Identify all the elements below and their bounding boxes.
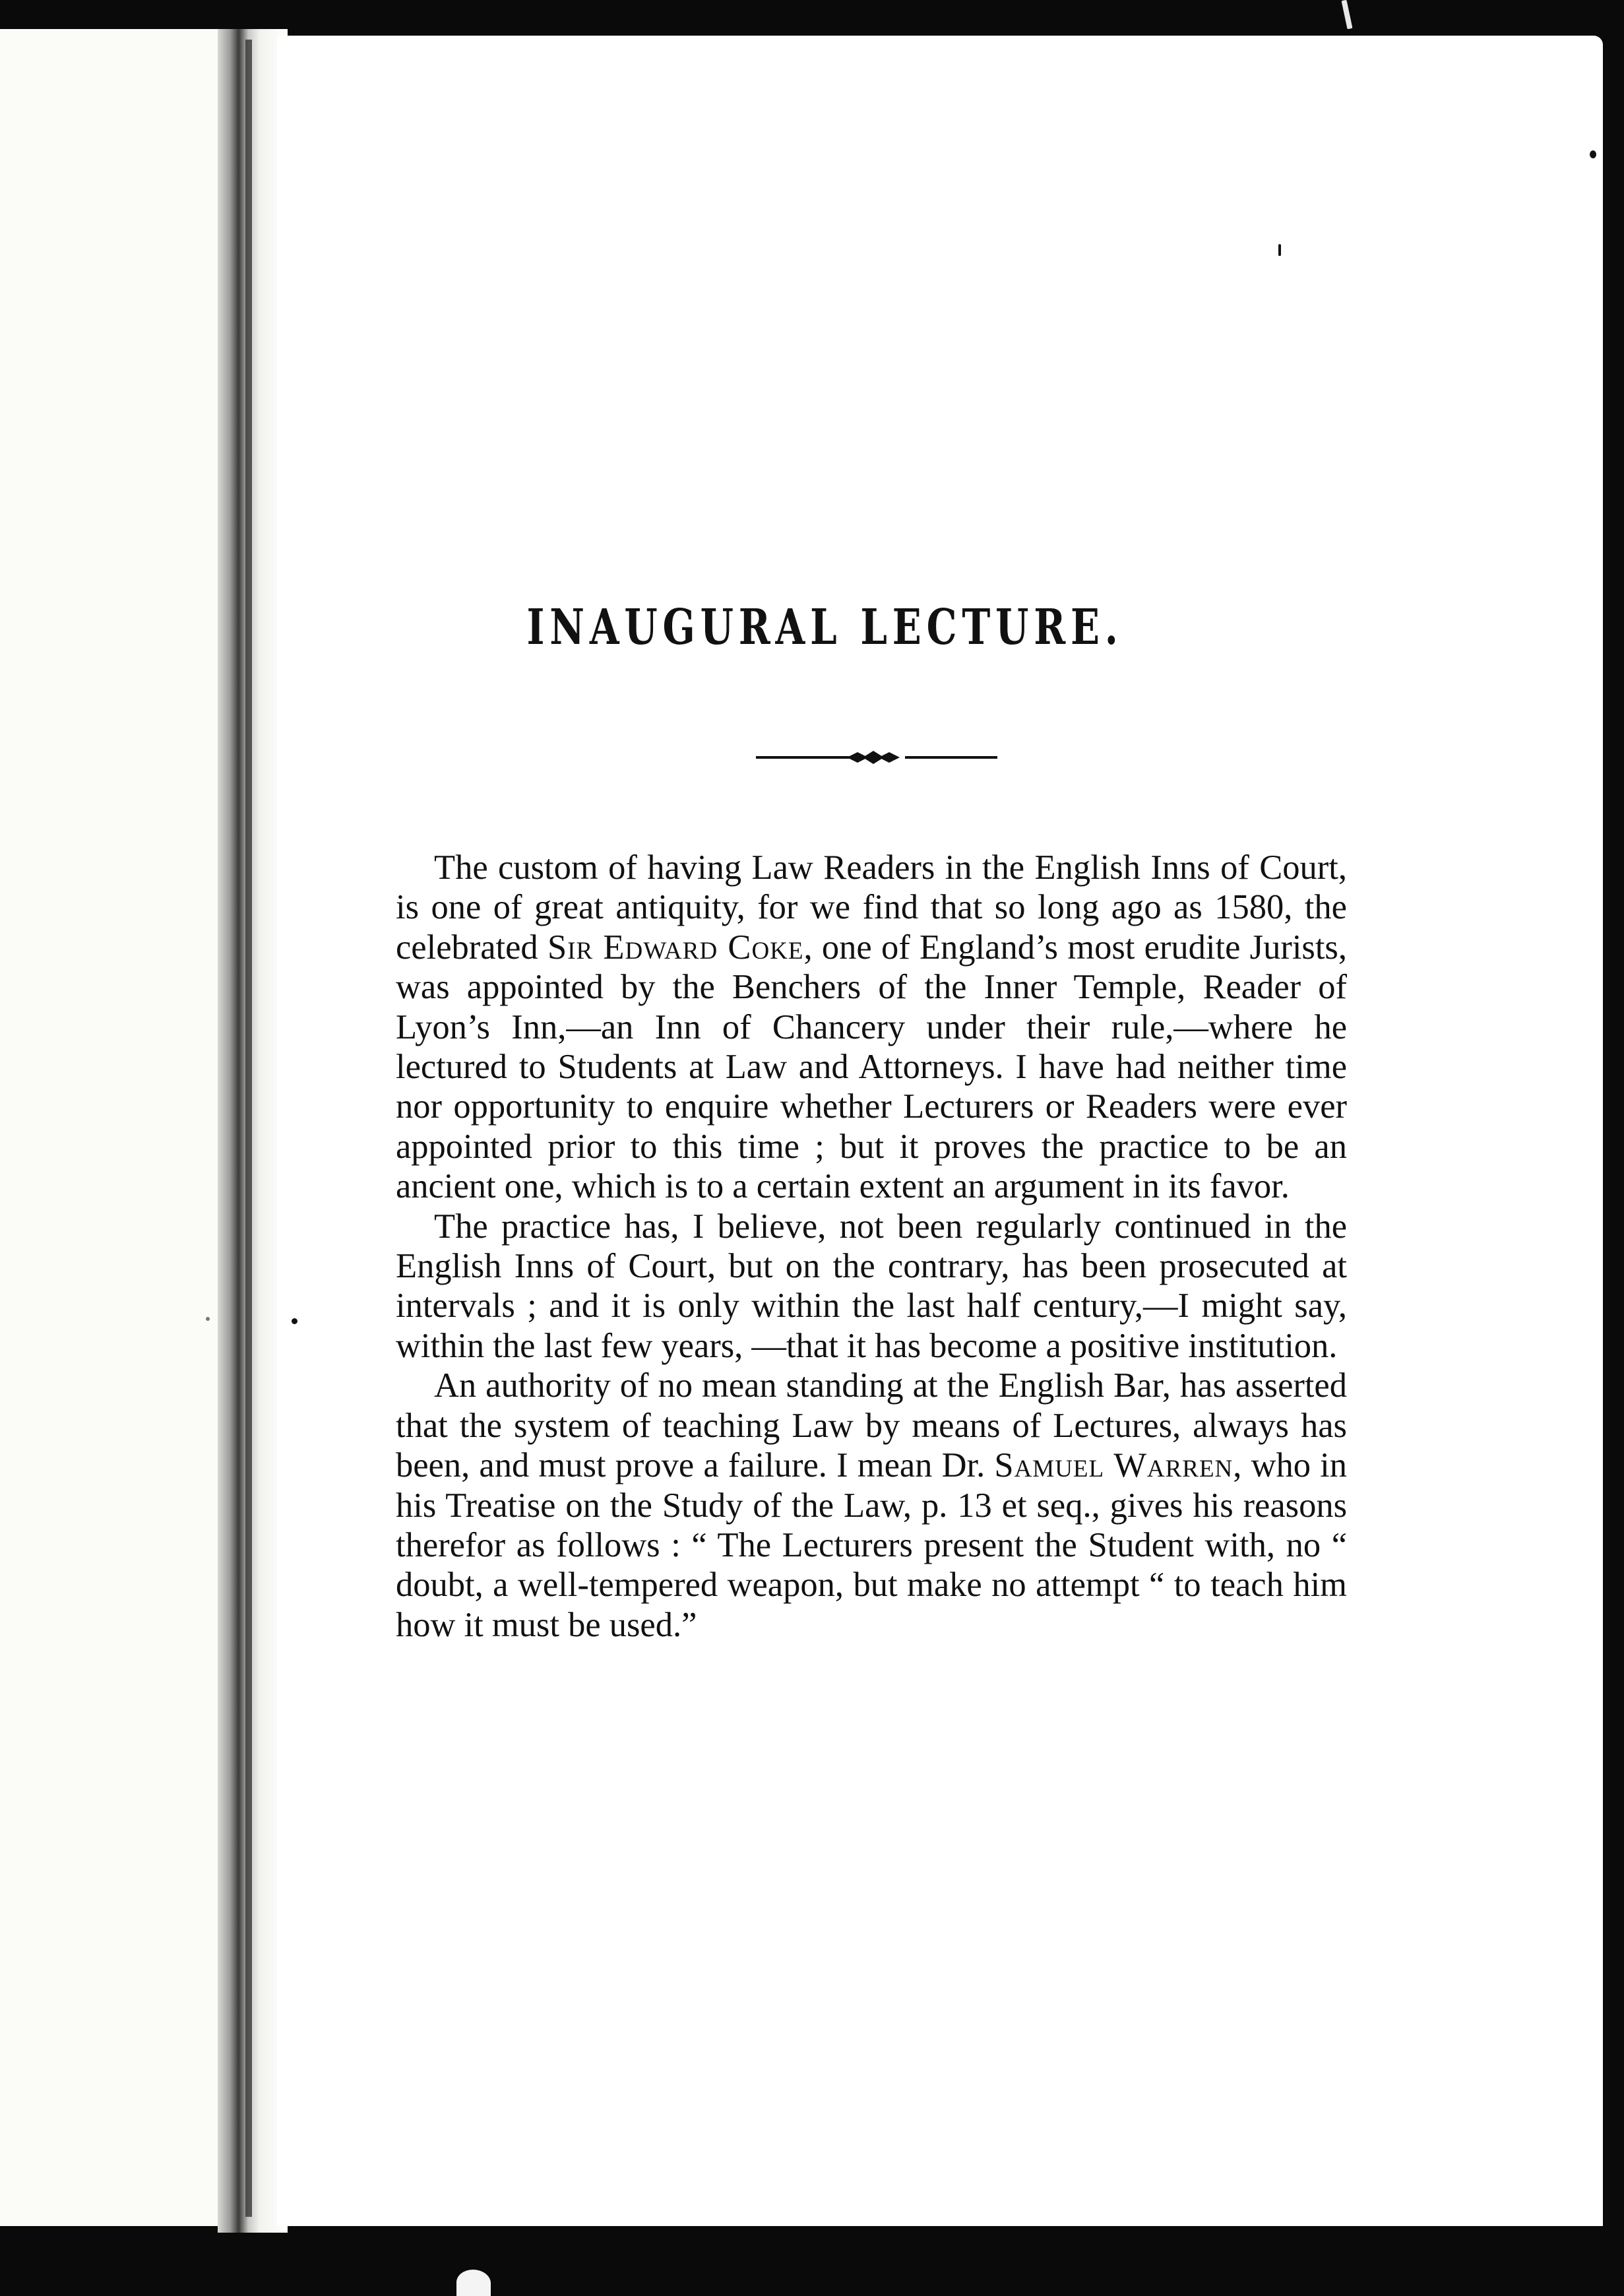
paragraph-text: , who in his Treatise on the Study of the Law, p. 13 et seq., gives his reasons therefor as follows : “ The Lecturers present the Student with, no “ doubt, a well-tempered weapon, but make no attempt “ to teach him how it must be used.” (396, 1446, 1348, 1644)
paragraph-text: The custom of having Law Readers in the English Inns of Court, is one of great antiquity, for we find that so long ago as 1580, the celebrated (396, 848, 1347, 967)
body-paragraph (396, 1207, 1347, 1366)
title-ornament-icon (752, 744, 1003, 771)
scan-speck (1278, 244, 1281, 256)
body-paragraph (396, 1366, 1347, 1645)
paragraph-text: , one of England’s most erudite Jurists, was appointed by the Benchers of the Inner Temple, Reader of Lyon’s Inn,—an Inn of Chancery under their rule,—where he lectured to Students at Law and Attorneys. I have had neither time nor opportunity to enquire whether Lecturers or Readers were ever appointed prior to this time ; but it proves the practice to be an ancient one, which is to a certain extent an argument in its favor. (396, 928, 1347, 1206)
facing-page-edge (0, 29, 218, 2226)
scan-speck (206, 1317, 210, 1321)
scan-speck (1590, 150, 1596, 158)
paragraph-text: The practice has, I believe, not been regularly continued in the English Inns of Court, but on the contrary, has been prosecuted at intervals ; and it is only within the last half century,—I might say, within the last few years, —that it has become a positive institution. (396, 1207, 1347, 1365)
person-name: Sir Edward Coke (547, 928, 804, 967)
lecture-body-text (396, 848, 1347, 1645)
body-paragraph (396, 848, 1347, 1207)
scan-artifact (456, 2270, 491, 2296)
paragraph-text: An authority of no mean standing at the English Bar, has asserted that the system of teaching Law by means of Lectures, always has been, and must prove a failure. I mean Dr. (396, 1366, 1347, 1485)
page-title: INAUGURAL LECTURE. (526, 599, 1123, 656)
person-name: Samuel Warren (994, 1446, 1234, 1485)
scan-speck (1342, 0, 1353, 29)
scan-speck (292, 1318, 297, 1324)
gutter-shadow (245, 40, 252, 2217)
